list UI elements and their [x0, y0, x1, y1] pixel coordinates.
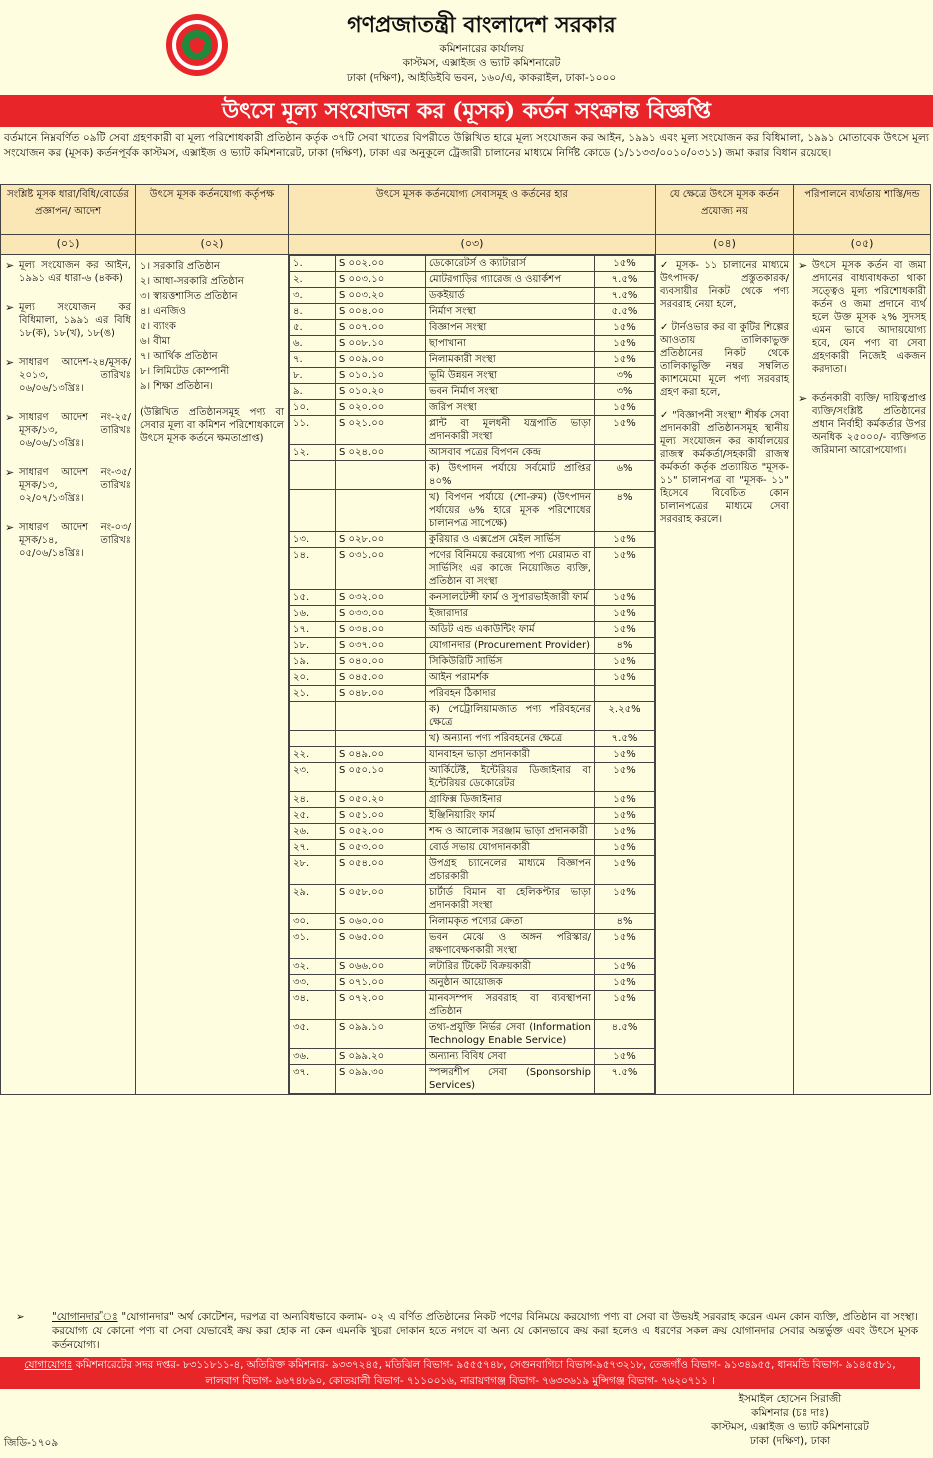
- service-row: [290, 461, 655, 490]
- service-row: [290, 885, 655, 914]
- service-number: ১.: [290, 256, 336, 272]
- service-number: ৩৬.: [290, 1049, 336, 1065]
- service-rate: ১৫%: [595, 885, 655, 914]
- service-name: নিলামকৃত পণ্যের ক্রেতা: [426, 914, 595, 930]
- arrow-bullet-icon: ➢: [5, 356, 15, 369]
- service-code: S ০৩৪.০০: [336, 622, 426, 638]
- legal-reference-item: [5, 301, 131, 340]
- services-table: [289, 255, 655, 1094]
- service-row: [290, 416, 655, 445]
- service-code: S ০৫৩.০০: [336, 840, 426, 856]
- service-name: নিলামকারী সংস্থা: [426, 352, 595, 368]
- authority-item: ৪। এনজিও: [140, 306, 186, 317]
- service-rate: ১৫%: [595, 606, 655, 622]
- service-rate: ৬%: [595, 461, 655, 490]
- exemptions-cell: [656, 255, 794, 1095]
- service-rate: ১৫%: [595, 256, 655, 272]
- service-name: কুরিয়ার ও এক্সপ্রেস মেইল সার্ভিস: [426, 532, 595, 548]
- service-rate: ১৫%: [595, 336, 655, 352]
- notice-banner: উৎসে মূল্য সংযোজন কর (মূসক) কর্তন সংক্রান্ত বিজ্ঞপ্তি: [0, 95, 933, 127]
- service-number: [290, 702, 336, 731]
- service-row: [290, 445, 655, 461]
- service-name: পরিবহন ঠিকাদার: [426, 686, 595, 702]
- service-number: ৭.: [290, 352, 336, 368]
- service-number: [290, 490, 336, 532]
- service-rate: ১৫%: [595, 670, 655, 686]
- service-rate: ১৫%: [595, 352, 655, 368]
- arrow-bullet-icon: ➢: [5, 521, 15, 534]
- service-code: S ০২১.০০: [336, 416, 426, 445]
- service-code: S ০৫৮.০০: [336, 885, 426, 914]
- service-number: ২৪.: [290, 792, 336, 808]
- service-row: [290, 304, 655, 320]
- penalty-item: [798, 392, 926, 457]
- service-name: স্পন্সরশীপ সেবা (Sponsorship Services): [426, 1065, 595, 1094]
- service-rate: ৩%: [595, 384, 655, 400]
- authority-item: ২। আধা-সরকারি প্রতিষ্ঠান: [140, 276, 244, 287]
- service-name: লটারির টিকেট বিক্রয়কারী: [426, 959, 595, 975]
- service-code: S ০৬০.০০: [336, 914, 426, 930]
- service-row: [290, 824, 655, 840]
- contact-line-2: লালবাগ বিভাগ- ৯৬৭৪৮৯০, কোতয়ালী বিভাগ- ৭১১০০১৬, নারায়ণগঞ্জ বিভাগ- ৭৬৩৩৬১৯ মুন্সিগঞ্জ বিভাগ- ৭৬২০৭১১ ।: [205, 1375, 715, 1387]
- service-code: S ০২০.০০: [336, 400, 426, 416]
- service-name: সিকিউরিটি সার্ভিস: [426, 654, 595, 670]
- legal-reference-item: [5, 521, 131, 560]
- service-name: অডিট এন্ড একাউন্টিং ফার্ম: [426, 622, 595, 638]
- footnote-term: "যোগানদার"ঃ: [52, 1311, 118, 1323]
- service-code: S ০৯৯.১০: [336, 1020, 426, 1049]
- table-header-row: [1, 185, 931, 235]
- service-rate: ৭.৫%: [595, 272, 655, 288]
- service-code: S ০১০.১০: [336, 368, 426, 384]
- service-rate: ১৫%: [595, 840, 655, 856]
- legal-reference-item: [5, 259, 131, 285]
- service-number: ৯.: [290, 384, 336, 400]
- legal-reference-text: মূল্য সংযোজন কর আইন, ১৯৯১ এর ধারা-৬ (৪কক): [19, 260, 131, 284]
- service-row: [290, 975, 655, 991]
- legal-reference-text: সাধারণ আদেশ নং-২৫/মূসক/১৩, তারিখঃ ০৬/০৬/১৩খ্রিঃ।: [19, 412, 131, 449]
- service-number: ৪.: [290, 304, 336, 320]
- service-row: [290, 400, 655, 416]
- service-row: [290, 532, 655, 548]
- service-name: প্লান্ট বা মূলধনী যন্ত্রপাতি ভাড়া প্রদানকারী সংস্থা: [426, 416, 595, 445]
- service-number: ১৩.: [290, 532, 336, 548]
- service-code: S ০০৩.২০: [336, 288, 426, 304]
- service-number: ১৫.: [290, 590, 336, 606]
- service-name: আর্কিটেক্ট, ইন্টেরিয়র ডিজাইনার বা ইন্টেরিয়র ডেকোরেটর: [426, 763, 595, 792]
- service-rate: ১৫%: [595, 416, 655, 445]
- service-name: আইন পরামর্শক: [426, 670, 595, 686]
- service-rate: ১৫%: [595, 856, 655, 885]
- penalty-text: কর্তনকারী ব্যক্তি/ দায়িত্বপ্রাপ্ত ব্যক্তি/সংশ্লিষ্ট প্রতিষ্ঠানের প্রধান নির্বাহী কর্মকর্তার উপর অনধিক ২৫০০০/- ব্যক্তিগত জরিমানা আরোপযোগ্য।: [812, 393, 926, 456]
- arrow-bullet-icon: ➢: [798, 259, 808, 272]
- service-row: [290, 702, 655, 731]
- header-col5: পরিপালনে ব্যর্থতায় শাস্তি/দন্ড: [794, 185, 931, 235]
- service-name: গ্রাফিক্স ডিজাইনার: [426, 792, 595, 808]
- service-name: বোর্ড সভায় যোগদানকারী: [426, 840, 595, 856]
- authorities-note: (উল্লিখিত প্রতিষ্ঠানসমূহ পণ্য বা সেবার মূল্য বা কমিশন পরিশোধকালে উৎসে মূসক কর্তনে ক্ষমতাপ্রাপ্ত): [140, 407, 284, 444]
- service-code: S ০১০.২০: [336, 384, 426, 400]
- service-row: [290, 272, 655, 288]
- service-number: ২৯.: [290, 885, 336, 914]
- service-rate: [595, 445, 655, 461]
- footnote: [0, 1309, 930, 1352]
- service-number: ১৯.: [290, 654, 336, 670]
- authority-item: ৬। বীমা: [140, 336, 171, 347]
- service-code: S ০২৪.০০: [336, 445, 426, 461]
- penalties-cell: [794, 255, 931, 1095]
- contact-bar: [0, 1357, 920, 1389]
- service-code: S ০৩৩.০০: [336, 606, 426, 622]
- service-number: ৩৪.: [290, 991, 336, 1020]
- service-row: [290, 747, 655, 763]
- service-number: ১০.: [290, 400, 336, 416]
- service-row: [290, 686, 655, 702]
- col-number-3: (০৩): [289, 235, 656, 255]
- jd-number: জিডি-১৭০৯: [4, 1437, 59, 1449]
- service-rate: ১৫%: [595, 622, 655, 638]
- service-row: [290, 490, 655, 532]
- service-rate: ১৫%: [595, 959, 655, 975]
- service-name: জরিপ সংস্থা: [426, 400, 595, 416]
- authority-item: ৮। লিমিটেড কোম্পানী: [140, 366, 230, 377]
- service-rate: ৫.৫%: [595, 304, 655, 320]
- service-number: ১৪.: [290, 548, 336, 590]
- service-code: [336, 731, 426, 747]
- service-row: [290, 548, 655, 590]
- service-row: [290, 792, 655, 808]
- service-name: যোগানদার (Procurement Provider): [426, 638, 595, 654]
- service-name: তথ্য-প্রযুক্তি নির্ভর সেবা (Information Technology Enable Service): [426, 1020, 595, 1049]
- service-code: S ০৩১.০০: [336, 548, 426, 590]
- service-name: খ) বিপণন পর্যায়ে (শো-রুম) (উৎপাদন পর্যায়ের ৬% হারে মূসক পরিশোধের চালানপত্র সাপেক্ষে): [426, 490, 595, 532]
- service-row: [290, 1020, 655, 1049]
- service-number: ৫.: [290, 320, 336, 336]
- service-row: [290, 352, 655, 368]
- service-rate: ৪%: [595, 914, 655, 930]
- contact-line-1-text: কমিশনারেটের সদর দপ্তর- ৮৩১১৮১১-৪, অতিরিক্ত কমিশনার- ৯৩৩৭২৪৫, মতিঝিল বিভাগ- ৯৫৫৫৭৪৮, সেগুনবাগিচা বিভাগ-৯৫৭৩২১৮, তেজগাঁও বিভাগ- ৯১৩৪৯৫৫, ধানমন্ডি বিভাগ- ৯১৪৫৫৮১,: [75, 1359, 896, 1371]
- service-code: S ০৫১.০০: [336, 808, 426, 824]
- service-rate: ১৫%: [595, 1049, 655, 1065]
- footnote-text: [52, 1310, 918, 1352]
- service-row: [290, 808, 655, 824]
- service-row: [290, 638, 655, 654]
- service-number: ২২.: [290, 747, 336, 763]
- authorities-cell: [136, 255, 289, 1095]
- service-code: [336, 461, 426, 490]
- service-number: ২.: [290, 272, 336, 288]
- authority-item: ৯। শিক্ষা প্রতিষ্ঠান।: [140, 381, 213, 392]
- service-name: ক) উৎপাদন পর্যায়ে সর্বমোট প্রাপ্তির ৪০%: [426, 461, 595, 490]
- service-code: S ০৩২.০০: [336, 590, 426, 606]
- service-name: শব্দ ও আলোক সরঞ্জাম ভাড়া প্রদানকারী: [426, 824, 595, 840]
- service-row: [290, 930, 655, 959]
- service-row: [290, 368, 655, 384]
- service-row: [290, 840, 655, 856]
- service-row: [290, 606, 655, 622]
- legal-reference-item: [5, 356, 131, 395]
- service-code: S ০৪৮.০০: [336, 686, 426, 702]
- service-rate: ৪%: [595, 490, 655, 532]
- service-name: পণের বিনিময়ে করযোগ্য পণ্য মেরামত বা সার্ভিসিং এর কাজে নিয়োজিত ব্যক্তি, প্রতিষ্ঠান বা সংস্থা: [426, 548, 595, 590]
- service-rate: ৩%: [595, 368, 655, 384]
- service-number: [290, 731, 336, 747]
- service-rate: [595, 686, 655, 702]
- legal-reference-text: সাধারণ আদেশ নং-৩৫/মূসক/১৩, তারিখঃ ০২/০৭/১৩খ্রিঃ।: [19, 467, 131, 504]
- contact-line-1: [0, 1357, 920, 1373]
- service-row: [290, 654, 655, 670]
- service-code: S ০০৪.০০: [336, 304, 426, 320]
- service-rate: ৭.৫%: [595, 288, 655, 304]
- service-code: S ০০৮.১০: [336, 336, 426, 352]
- service-row: [290, 856, 655, 885]
- service-rate: ৭.৫%: [595, 1065, 655, 1094]
- header-col4: যে ক্ষেত্রে উৎসে মূসক কর্তন প্রযোজ্য নয়: [656, 185, 794, 235]
- service-rate: ১৫%: [595, 930, 655, 959]
- service-number: ৩৩.: [290, 975, 336, 991]
- service-number: ২৩.: [290, 763, 336, 792]
- service-code: S ০৪৯.০০: [336, 747, 426, 763]
- col-number-5: (০৫): [794, 235, 931, 255]
- service-code: S ০৯৯.২০: [336, 1049, 426, 1065]
- service-code: S ০০৯.০০: [336, 352, 426, 368]
- legal-references-cell: [1, 255, 136, 1095]
- service-rate: ১৫%: [595, 975, 655, 991]
- service-number: ১১.: [290, 416, 336, 445]
- penalty-text: উৎসে মূসক কর্তন বা জমা প্রদানের বাধ্যবাধকতা থাকা সত্ত্বেও মূল্য পরিশোধকারী কর্তন ও জমা প্রদানে ব্যর্থ হলে উক্ত মূসক ২% সুদসহ এমন ভাবে আদায়যোগ্য হবে, যেন পণ্য বা সেবা গ্রহণকারী নিজেই একজন করদাতা।: [812, 260, 926, 375]
- service-name: খ) অন্যান্য পণ্য পরিবহনের ক্ষেত্রে: [426, 731, 595, 747]
- service-name: মানবসম্পদ সরবরাহ বা ব্যবস্থাপনা প্রতিষ্ঠান: [426, 991, 595, 1020]
- legal-reference-item: [5, 411, 131, 450]
- service-number: ২১.: [290, 686, 336, 702]
- service-rate: ৭.৫%: [595, 731, 655, 747]
- service-code: S ০৬৫.০০: [336, 930, 426, 959]
- service-row: [290, 914, 655, 930]
- service-rate: ১৫%: [595, 654, 655, 670]
- authority-item: ৭। আর্থিক প্রতিষ্ঠান: [140, 351, 218, 362]
- service-row: [290, 320, 655, 336]
- service-row: [290, 763, 655, 792]
- exemption-item: ✓ মূসক- ১১ চালানের মাধ্যমে উৎপাদক/ প্রস্তুতকারক/ ব্যবসায়ীর নিকট থেকে পণ্য সরবরাহ নেয়া হলে,: [660, 260, 789, 310]
- service-row: [290, 959, 655, 975]
- service-code: S ০৬৬.০০: [336, 959, 426, 975]
- service-number: ৩২.: [290, 959, 336, 975]
- service-rate: ১৫%: [595, 991, 655, 1020]
- arrow-bullet-icon: ➢: [5, 259, 15, 272]
- arrow-bullet-icon: ➢: [5, 301, 15, 314]
- service-rate: ১৫%: [595, 320, 655, 336]
- service-code: S ০৪৫.০০: [336, 670, 426, 686]
- col-number-1: (০১): [1, 235, 136, 255]
- contact-label: যোগাযোগঃ: [24, 1359, 73, 1371]
- service-number: ১৬.: [290, 606, 336, 622]
- service-number: ১৭.: [290, 622, 336, 638]
- table-body-row: [1, 255, 931, 1095]
- service-name: ইজারাদার: [426, 606, 595, 622]
- service-number: ৩১.: [290, 930, 336, 959]
- service-code: S ০৫৪.০০: [336, 856, 426, 885]
- arrow-bullet-icon: ➢: [798, 392, 808, 405]
- service-code: S ০২৮.০০: [336, 532, 426, 548]
- service-number: ২৮.: [290, 856, 336, 885]
- col-number-2: (০২): [136, 235, 289, 255]
- service-number: ২৭.: [290, 840, 336, 856]
- authority-item: ১। সরকারি প্রতিষ্ঠান: [140, 261, 220, 272]
- service-rate: ১৫%: [595, 824, 655, 840]
- service-rate: ১৫%: [595, 590, 655, 606]
- services-cell: [289, 255, 656, 1095]
- service-row: [290, 384, 655, 400]
- service-rate: ২.২৫%: [595, 702, 655, 731]
- service-number: ৬.: [290, 336, 336, 352]
- service-number: ৮.: [290, 368, 336, 384]
- service-rate: ১৫%: [595, 792, 655, 808]
- footnote-bullet-icon: ➢: [16, 1311, 25, 1323]
- service-code: S ০৫০.১০: [336, 763, 426, 792]
- service-rate: ১৫%: [595, 747, 655, 763]
- service-name: চার্টার্ড বিমান বা হেলিকপ্টার ভাড়া প্রদানকারী সংস্থা: [426, 885, 595, 914]
- authority-item: ৩। স্বায়ত্তশাসিত প্রতিষ্ঠান: [140, 291, 238, 302]
- column-number-row: [1, 235, 931, 255]
- service-rate: ১৫%: [595, 548, 655, 590]
- service-name: আসবাব পত্রের বিপণন কেন্দ্র: [426, 445, 595, 461]
- service-number: [290, 461, 336, 490]
- service-name: ছাপাখানা: [426, 336, 595, 352]
- service-row: [290, 288, 655, 304]
- department-name: কাস্টমস, এক্সাইজ ও ভ্যাট কমিশনারেট: [402, 57, 561, 69]
- service-rate: ১৫%: [595, 532, 655, 548]
- signatory-name: ইসমাইল হোসেন সিরাজী: [738, 1393, 842, 1405]
- header-col3: উৎসে মূসক কর্তনযোগ্য সেবাসমূহ ও কর্তনের হার: [289, 185, 656, 235]
- service-code: S ০৪০.০০: [336, 654, 426, 670]
- service-name: ভবন নির্মাণ সংস্থা: [426, 384, 595, 400]
- service-name: ক) পেট্রোলিয়ামজাত পণ্য পরিবহনের ক্ষেত্রে: [426, 702, 595, 731]
- service-row: [290, 590, 655, 606]
- service-name: নির্মাণ সংস্থা: [426, 304, 595, 320]
- service-number: ২৫.: [290, 808, 336, 824]
- service-name: যানবাহন ভাড়া প্রদানকারী: [426, 747, 595, 763]
- service-rate: ৪.৫%: [595, 1020, 655, 1049]
- service-code: S ০০৩.১০: [336, 272, 426, 288]
- signatory-location: ঢাকা (দক্ষিণ), ঢাকা: [749, 1435, 831, 1447]
- legal-reference-text: মূল্য সংযোজন কর বিধিমালা, ১৯৯১ এর বিধি ১৮(ক), ১৮(খ), ১৮(ঙ): [19, 302, 131, 339]
- service-row: [290, 256, 655, 272]
- service-rate: ১৫%: [595, 763, 655, 792]
- service-code: [336, 702, 426, 731]
- vat-table: [0, 184, 931, 1095]
- service-number: ১২.: [290, 445, 336, 461]
- arrow-bullet-icon: ➢: [5, 466, 15, 479]
- service-name: বিজ্ঞাপন সংস্থা: [426, 320, 595, 336]
- footnote-body: "যোগানদার" অর্থ কোটেশন, দরপত্র বা অন্যবিধভাবে কলাম- ০২ এ বর্ণিত প্রতিষ্ঠানের নিকট পণের বিনিময়ে করযোগ্য পণ্য বা সেবা বা উভয়ই সরবরাহ করেন এমন কোন ব্যক্তি, প্রতিষ্ঠান বা সংস্থা। করযোগ্য যে কোনো পণ্য বা সেবা যেভাবেই ক্রয় করা হোক না কেন এমনকি খুচরা দোকান হতে নগদে বা অন্য যে কোনভাবে ক্রয় করা হলেও এ ধরণের সকল ক্রয় যোগানদার সেবার অন্তর্ভুক্ত এবং উৎসে মূসক কর্তনযোগ্য।: [52, 1311, 918, 1351]
- office-name: কমিশনারের কার্যালয়: [439, 43, 524, 55]
- service-name: উপগ্রহ চ্যানেলের মাধ্যমে বিজ্ঞাপন প্রচারকারী: [426, 856, 595, 885]
- service-number: ৩০.: [290, 914, 336, 930]
- service-rate: ৪%: [595, 638, 655, 654]
- service-row: [290, 622, 655, 638]
- header-col1: সংশ্লিষ্ট মূসক ধারা/বিধি/বোর্ডের প্রজ্ঞাপন/ আদেশ: [1, 185, 136, 235]
- service-code: S ০৩৭.০০: [336, 638, 426, 654]
- legal-reference-text: সাধারণ আদেশ নং-০৩/মূসক/১৪, তারিখঃ ০৫/০৬/১৪খ্রিঃ।: [19, 522, 131, 559]
- authority-item: ৫। ব্যাংক: [140, 321, 176, 332]
- service-code: S ০৭২.০০: [336, 991, 426, 1020]
- intro-paragraph: বর্তমানে নিম্নবর্ণিত ০৯টি সেবা গ্রহণকারী বা মূল্য পরিশোধকারী প্রতিষ্ঠান কর্তৃক ৩৭টি সেবা খাতের বিপরীতে উল্লিখিত হারে মূল্য সংযোজন কর আইন, ১৯৯১ এবং মূল্য সংযোজন কর বিধিমালা, ১৯৯১ মোতাবেক উৎসে মূল্য সংযোজন কর (মূসক) কর্তনপূর্বক কাস্টমস, এক্সাইজ ও ভ্যাট কমিশনারেট, ঢাকা (দক্ষিণ), ঢাকা এর অনুকূলে ট্রেজারী চালানের মাধ্যমে নির্দিষ্ট কোডে (১/১১৩৩/০০১০/০৩১১) জমা করার বিধান রয়েছে।: [4, 132, 929, 159]
- col-number-4: (০৪): [656, 235, 794, 255]
- signatory-designation: কমিশনার (চঃ দাঃ): [751, 1407, 829, 1419]
- service-name: কনসালটেন্সী ফার্ম ও সুপারভাইজারী ফার্ম: [426, 590, 595, 606]
- service-name: ভূমি উন্নয়ন সংস্থা: [426, 368, 595, 384]
- header: [0, 0, 933, 96]
- legal-reference-item: [5, 466, 131, 505]
- service-row: [290, 336, 655, 352]
- service-rate: ১৫%: [595, 808, 655, 824]
- service-code: S ০৫২.০০: [336, 824, 426, 840]
- service-row: [290, 731, 655, 747]
- service-number: ২৬.: [290, 824, 336, 840]
- service-row: [290, 1049, 655, 1065]
- service-code: S ০৭১.০০: [336, 975, 426, 991]
- service-code: [336, 490, 426, 532]
- service-row: [290, 1065, 655, 1094]
- service-name: অন্যান্য বিবিধ সেবা: [426, 1049, 595, 1065]
- service-name: ডেকোরেটর্স ও ক্যাটারার্স: [426, 256, 595, 272]
- service-code: S ০৫০.২০: [336, 792, 426, 808]
- service-name: ভবন মেঝে ও অঙ্গন পরিস্কার/ রক্ষণাবেক্ষণকারী সংস্থা: [426, 930, 595, 959]
- service-number: ৩.: [290, 288, 336, 304]
- exemption-item: ✓ "বিজ্ঞাপনী সংস্থা" শীর্ষক সেবা প্রদানকারী প্রতিষ্ঠানসমূহ স্থানীয় মূল্য সংযোজন কর কার্যালয়ের রাজস্ব কর্মকর্তা/সহকারী রাজস্ব কর্মকর্তা কর্তৃক প্রত্যায়িত "মূসক- ১১" চালানপত্র বা "মূসক- ১১" হিসেবে বিবেচিত কোন চালানপত্রের মাধ্যমে সেবা সরবরাহ করলে।: [660, 410, 789, 525]
- header-col2: উৎসে মূসক কর্তনযোগ্য কর্তৃপক্ষ: [136, 185, 289, 235]
- service-name: মোটরগাড়ির গ্যারেজ ও ওয়ার্কশপ: [426, 272, 595, 288]
- service-code: S ০৯৯.৩০: [336, 1065, 426, 1094]
- service-number: ১৮.: [290, 638, 336, 654]
- signatory-department: কাস্টমস, এক্সাইজ ও ভ্যাট কমিশনারেট: [711, 1421, 869, 1433]
- legal-reference-text: সাধারণ আদেশ-২৪/মূসক/২০১৩, তারিখঃ ০৬/০৬/১৩খ্রিঃ।: [19, 357, 131, 394]
- service-name: অনুষ্ঠান আয়োজক: [426, 975, 595, 991]
- service-row: [290, 670, 655, 686]
- service-row: [290, 991, 655, 1020]
- service-name: ইঞ্জিনিয়ারিং ফার্ম: [426, 808, 595, 824]
- service-number: ৩৫.: [290, 1020, 336, 1049]
- service-code: S ০০৭.০০: [336, 320, 426, 336]
- office-address: ঢাকা (দক্ষিণ), আইডিইবি ভবন, ১৬০/এ, কাকরাইল, ঢাকা-১০০০: [346, 72, 617, 84]
- service-number: ২০.: [290, 670, 336, 686]
- signature-block: [660, 1392, 920, 1448]
- government-title: গণপ্রজাতন্ত্রী বাংলাদেশ সরকার: [347, 12, 616, 38]
- service-rate: ১৫%: [595, 400, 655, 416]
- exemption-item: ✓ টার্নওভার কর বা কুটির শিল্পের আওতায় তালিকাভুক্ত প্রতিষ্ঠানের নিকট থেকে তালিকাভুক্তি নম্বর সম্বলিত ক্যাশমেমো মূলে পণ্য সরবরাহ গ্রহণ করা হলে,: [660, 322, 790, 398]
- service-code: S ০০২.০০: [336, 256, 426, 272]
- service-number: ৩৭.: [290, 1065, 336, 1094]
- penalty-item: [798, 259, 926, 376]
- arrow-bullet-icon: ➢: [5, 411, 15, 424]
- service-name: ডকইয়ার্ড: [426, 288, 595, 304]
